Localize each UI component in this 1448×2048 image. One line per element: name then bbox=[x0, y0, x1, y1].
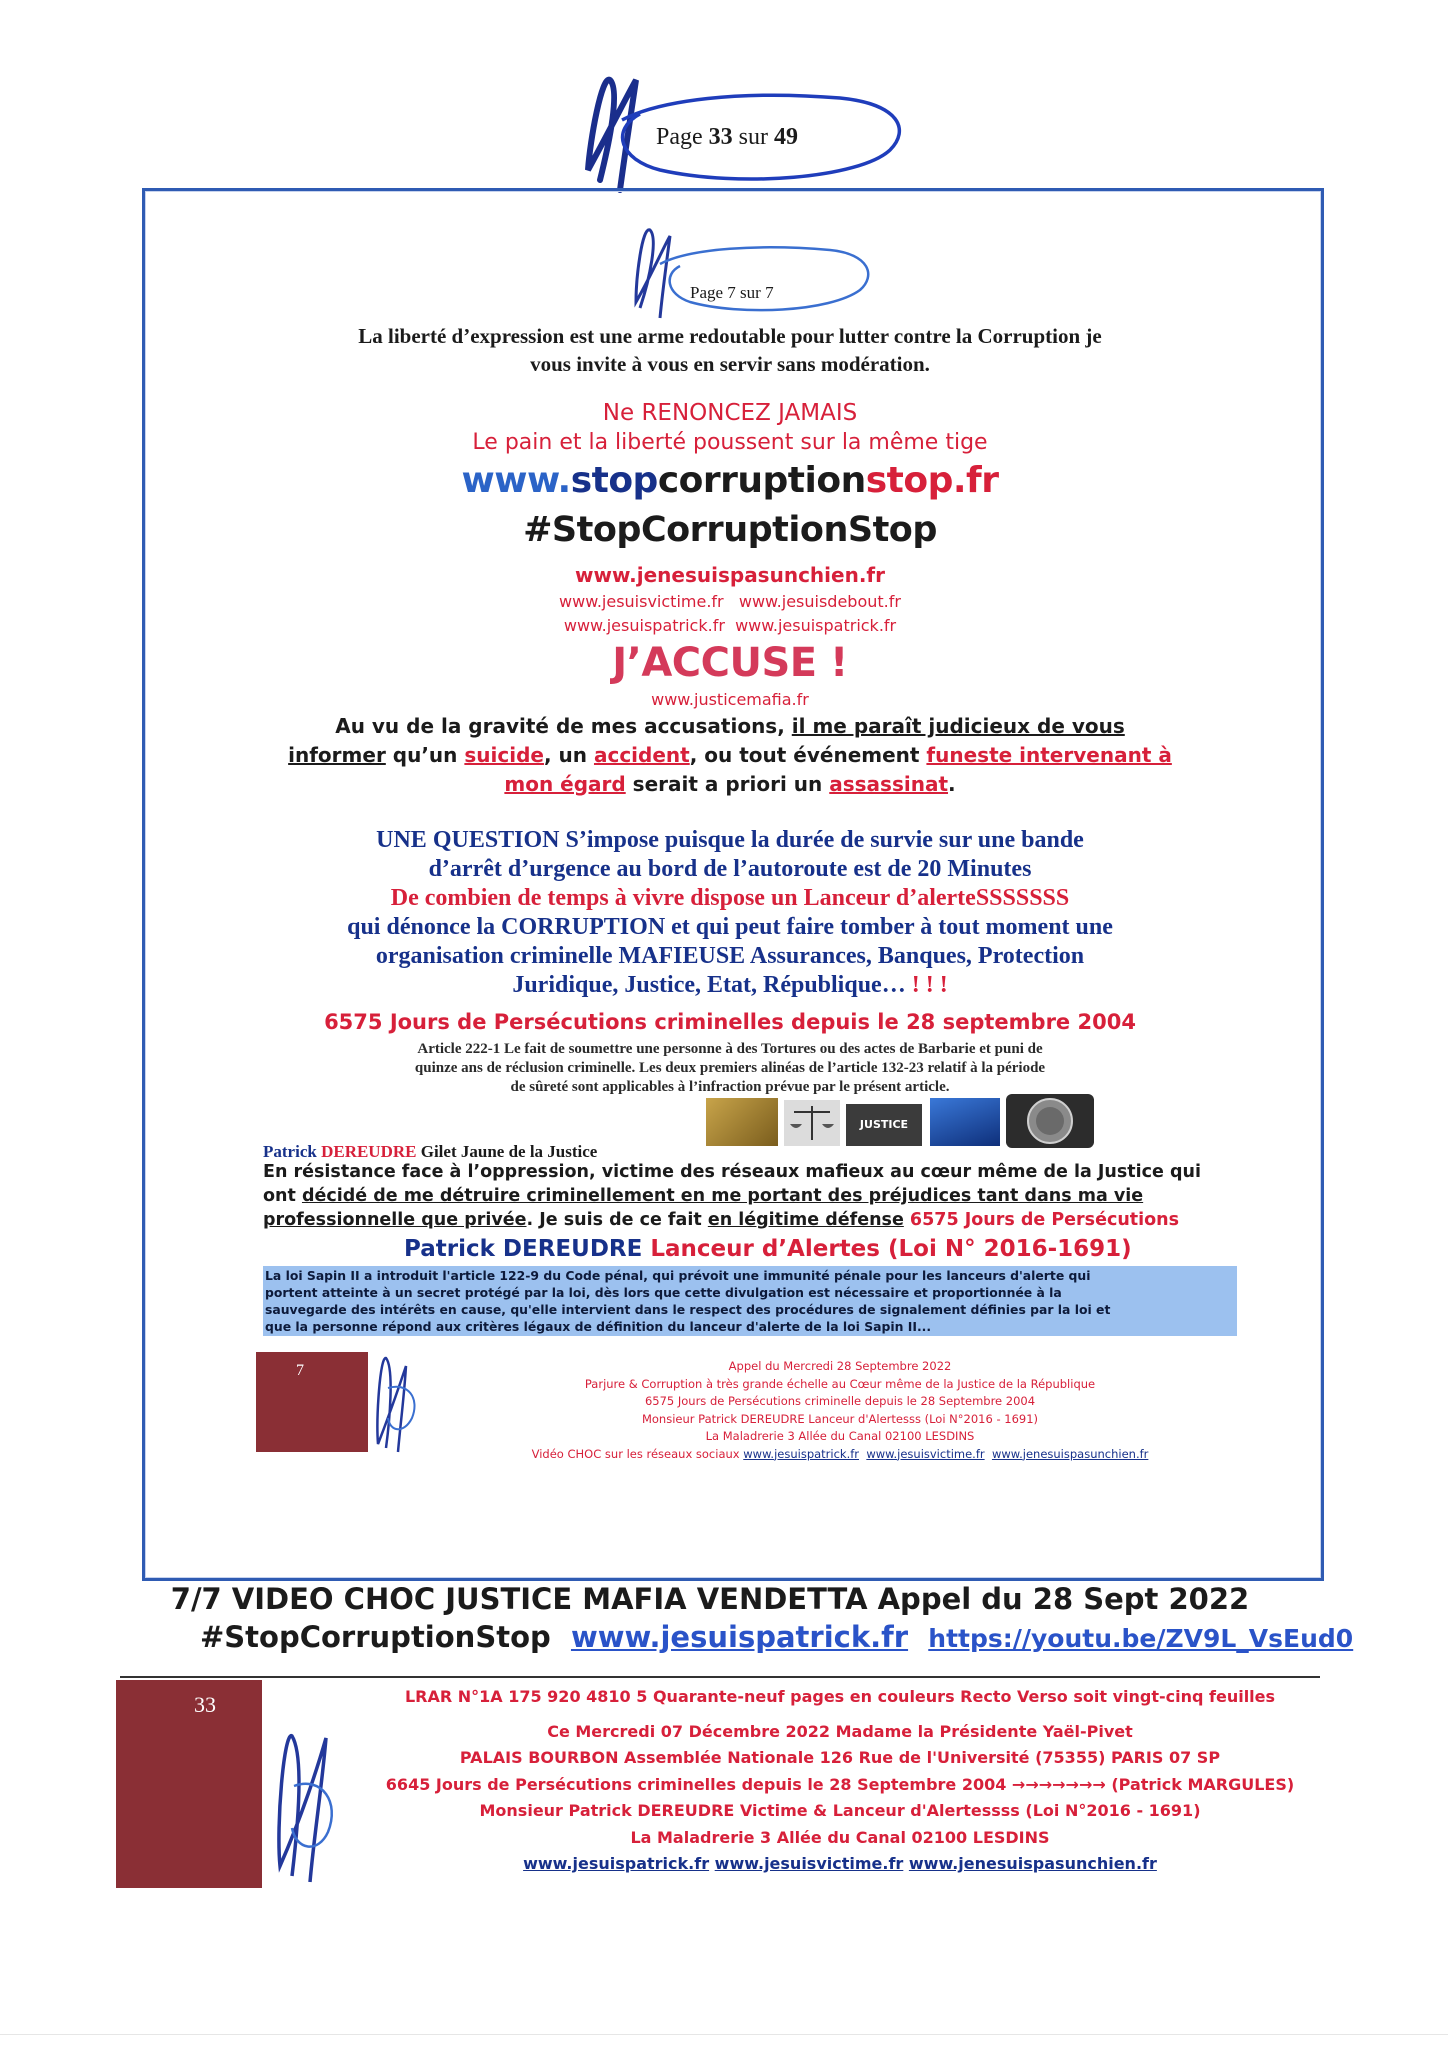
acc-l2-e: accident bbox=[593, 743, 690, 767]
res-l2-a: ont bbox=[263, 1186, 302, 1206]
outer-footer-line-4: 6645 Jours de Persécutions criminelles depuis le 28 Septembre 2004 →→→→→→→ (Patrick MARGULES) bbox=[385, 1774, 1295, 1794]
resistance-line-1: En résistance face à l’oppression, victime des réseaux mafieux au cœur même de la Justice qui bbox=[263, 1162, 1201, 1182]
acc-l2-b: qu’un bbox=[385, 743, 465, 767]
footer-link-patrick[interactable]: www.jesuispatrick.fr bbox=[523, 1854, 710, 1873]
site-justicemafia: www.justicemafia.fr bbox=[651, 690, 809, 709]
sapin-line-2: portent atteinte à un secret protégé par la loi, dès lors que cette divulgation est nécessaire et proportionnée à la bbox=[265, 1285, 1062, 1300]
outer-footer-badge bbox=[116, 1680, 262, 1888]
acc-l1-b: il me paraît judicieux de vous bbox=[791, 714, 1125, 738]
accusation-line-3 bbox=[200, 770, 1260, 799]
sites-patrick bbox=[180, 616, 1280, 635]
inner-footer-line-4: Monsieur Patrick DEREUDRE Lanceur d'Alertesss (Loi N°2016 - 1691) bbox=[641, 1411, 1039, 1426]
site-part-b: stop bbox=[570, 460, 658, 501]
inner-footer-line-6 bbox=[430, 1446, 1250, 1464]
inner-footer-text bbox=[430, 1358, 1250, 1463]
never-give-up: Ne RENONCEZ JAMAIS bbox=[602, 400, 858, 426]
scales-image bbox=[784, 1100, 840, 1146]
video-caption-line-2 bbox=[200, 1620, 1353, 1654]
article-line-3: de sûreté sont applicables à l’infraction prévue par le présent article. bbox=[510, 1079, 950, 1095]
res-l3-a: professionnelle que privée bbox=[263, 1210, 527, 1230]
site-patrick-1: www.jesuispatrick.fr bbox=[563, 616, 725, 635]
video-caption-line-1: 7/7 VIDEO CHOC JUSTICE MAFIA VENDETTA Appel du 28 Sept 2022 bbox=[170, 1582, 1250, 1616]
article-line-1: Article 222-1 Le fait de soumettre une personne à des Tortures ou des actes de Barbarie et puni de bbox=[417, 1041, 1043, 1057]
inner-footer-link-chien[interactable]: www.jenesuispasunchien.fr bbox=[991, 1446, 1149, 1461]
intro-text bbox=[180, 322, 1280, 378]
lanceur-title: Lanceur d’Alertes (Loi N° 2016-1691) bbox=[642, 1236, 1132, 1262]
site-part-d: stop bbox=[865, 460, 953, 501]
persecution-title: 6575 Jours de Persécutions criminelles depuis le 28 septembre 2004 bbox=[324, 1010, 1136, 1034]
justice-image-strip bbox=[706, 1098, 1126, 1148]
caption-site-link[interactable]: www.jesuispatrick.fr bbox=[570, 1620, 909, 1654]
sig-rest: Gilet Jaune de la Justice bbox=[416, 1142, 598, 1161]
inner-page-total: 7 bbox=[765, 283, 774, 302]
outer-footer-line-1: LRAR N°1A 175 920 4810 5 Quarante-neuf pages en couleurs Recto Verso soit vingt-cinq feuilles bbox=[404, 1687, 1276, 1706]
resistance-line-2 bbox=[263, 1184, 1243, 1208]
question-line-6-marks: ! ! ! bbox=[911, 972, 948, 998]
intro-line-2: vous invite à vous en servir sans modération. bbox=[530, 352, 930, 376]
site-part-a: www. bbox=[461, 460, 571, 501]
question-line-5: organisation criminelle MAFIEUSE Assurances, Banques, Protection bbox=[375, 943, 1085, 969]
lanceur-name-b: DEREUDRE bbox=[502, 1236, 643, 1262]
inner-footer-line-3: 6575 Jours de Persécutions criminelle depuis le 28 Septembre 2004 bbox=[644, 1394, 1036, 1408]
question-paragraph bbox=[200, 826, 1260, 1000]
lanceur-name-a: Patrick bbox=[404, 1236, 503, 1262]
accusation-paragraph bbox=[200, 712, 1260, 799]
inner-footer-video-text: Vidéo CHOC sur les réseaux sociaux bbox=[531, 1446, 744, 1461]
question-line-4: qui dénonce la CORRUPTION et qui peut faire tomber à tout moment une bbox=[347, 914, 1113, 940]
acc-l3-b: serait a priori un bbox=[625, 772, 830, 796]
outer-footer-text bbox=[340, 1684, 1340, 1878]
inner-footer-line-1: Appel du Mercredi 28 Septembre 2022 bbox=[728, 1359, 952, 1373]
caption-divider bbox=[120, 1676, 1320, 1678]
resistance-paragraph bbox=[263, 1160, 1243, 1232]
inner-page-current: 7 bbox=[727, 283, 736, 302]
inner-footer-number: 7 bbox=[296, 1362, 304, 1379]
acc-l3-a: mon égard bbox=[504, 772, 626, 796]
question-line-1: UNE QUESTION S’impose puisque la durée de survie sur une bande bbox=[376, 827, 1084, 853]
sapin-line-1: La loi Sapin II a introduit l'article 122-9 du Code pénal, qui prévoit une immunité pénale pour les lanceurs d'alerte qui bbox=[265, 1268, 1091, 1283]
acc-l2-g: funeste intervenant à bbox=[926, 743, 1172, 767]
acc-l3-c: assassinat bbox=[829, 772, 949, 796]
signature-scribble-footer bbox=[262, 1716, 352, 1886]
site-part-e: .fr bbox=[952, 460, 999, 501]
outer-footer-line-5: Monsieur Patrick DEREUDRE Victime & Lanceur d'Alertessss (Loi N°2016 - 1691) bbox=[479, 1801, 1201, 1820]
site-debout: www.jesuisdebout.fr bbox=[738, 592, 901, 611]
bread-liberty: Le pain et la liberté poussent sur la même tige bbox=[472, 430, 988, 455]
page-total: 49 bbox=[774, 124, 798, 150]
inner-footer-line-5: La Maladrerie 3 Allée du Canal 02100 LESDINS bbox=[705, 1429, 975, 1443]
intro-line-1: La liberté d’expression est une arme redoutable pour lutter contre la Corruption je bbox=[358, 324, 1102, 348]
site-patrick-2: www.jesuispatrick.fr bbox=[735, 616, 897, 635]
page-of: sur bbox=[738, 124, 768, 150]
sapin-line-3: sauvegarde des intérêts en cause, qu'elle intervient dans le respect des procédures de signalement définies par la loi et bbox=[265, 1302, 1111, 1317]
question-line-2: d’arrêt d’urgence au bord de l’autoroute est de 20 Minutes bbox=[428, 856, 1032, 882]
page-current: 33 bbox=[708, 124, 733, 150]
sapin-ii-block bbox=[263, 1266, 1237, 1336]
article-222-1 bbox=[220, 1040, 1240, 1097]
site-part-c: corruption bbox=[657, 460, 866, 501]
gavel-image bbox=[846, 1104, 922, 1146]
acc-l2-c: suicide bbox=[464, 743, 544, 767]
signature-scribble-inner bbox=[620, 218, 890, 328]
inner-page-header bbox=[690, 283, 774, 303]
inner-footer-line-2: Parjure & Corruption à très grande échelle au Cœur même de la Justice de la République bbox=[584, 1376, 1096, 1391]
outer-page-header bbox=[656, 124, 798, 151]
inner-footer-link-victime[interactable]: www.jesuisvictime.fr bbox=[866, 1446, 985, 1461]
jaccuse: J’ACCUSE ! bbox=[612, 640, 848, 686]
bottom-scan-line bbox=[0, 2034, 1448, 2035]
res-l3-c: en légitime défense bbox=[707, 1210, 904, 1230]
site-chien: www.jenesuispasunchien.fr bbox=[575, 563, 885, 587]
outer-footer-line-7 bbox=[340, 1851, 1340, 1878]
acc-l2-a: informer bbox=[288, 743, 386, 767]
outer-footer-line-6: La Maladrerie 3 Allée du Canal 02100 LESDINS bbox=[630, 1827, 1050, 1847]
acc-l1-a: Au vu de la gravité de mes accusations, bbox=[335, 714, 792, 738]
caption-hashtag: #StopCorruptionStop bbox=[200, 1620, 551, 1654]
article-line-2: quinze ans de réclusion criminelle. Les deux premiers alinéas de l’article 132-23 relatif à la période bbox=[414, 1060, 1046, 1076]
inner-page-of: sur bbox=[740, 283, 761, 302]
acc-l2-d: , un bbox=[543, 743, 594, 767]
inner-footer-link-patrick[interactable]: www.jesuispatrick.fr bbox=[743, 1446, 860, 1461]
page-label: Page bbox=[656, 124, 703, 150]
gavel-label: JUSTICE bbox=[859, 1118, 909, 1131]
site-victime: www.jesuisvictime.fr bbox=[559, 592, 724, 611]
justice-seal-image bbox=[1006, 1094, 1094, 1148]
justice-statue-image bbox=[930, 1098, 1000, 1146]
accusation-line-1 bbox=[200, 712, 1260, 741]
caption-youtube-link[interactable]: https://youtu.be/ZV9L_VsEud0 bbox=[928, 1624, 1354, 1653]
res-l3-b: . Je suis de ce fait bbox=[526, 1210, 708, 1230]
question-line-6-text: Juridique, Justice, Etat, République… bbox=[512, 972, 906, 998]
acc-l3-d: . bbox=[948, 772, 956, 796]
inner-page-label: Page bbox=[690, 283, 724, 302]
sapin-line-4: que la personne répond aux critères légaux de définition du lanceur d'alerte de la loi Sapin II... bbox=[265, 1319, 932, 1334]
gold-keys-image bbox=[706, 1098, 778, 1146]
acc-l2-f: , ou tout événement bbox=[689, 743, 927, 767]
sites-victime-debout bbox=[180, 592, 1280, 611]
outer-footer-line-2: Ce Mercredi 07 Décembre 2022 Madame la Présidente Yaël-Pivet bbox=[547, 1721, 1133, 1741]
inner-footer-badge bbox=[256, 1352, 368, 1452]
hashtag-stopcorruption: #StopCorruptionStop bbox=[523, 510, 937, 550]
question-line-6 bbox=[200, 971, 1260, 1000]
footer-link-chien[interactable]: www.jenesuispasunchien.fr bbox=[908, 1854, 1157, 1873]
sig-name-a: Patrick bbox=[263, 1142, 322, 1161]
res-l2-b: décidé de me détruire criminellement en me portant des préjudices tant dans ma vie bbox=[301, 1186, 1144, 1206]
gilet-jaune-line bbox=[263, 1142, 597, 1162]
outer-footer-line-3: PALAIS BOURBON Assemblée Nationale 126 Rue de l'Université (75355) PARIS 07 SP bbox=[459, 1748, 1221, 1767]
outer-footer-number: 33 bbox=[194, 1692, 216, 1717]
sig-name-b: DEREUDRE bbox=[321, 1142, 417, 1161]
res-l3-d: 6575 Jours de Persécutions bbox=[903, 1210, 1180, 1230]
accusation-line-2 bbox=[200, 741, 1260, 770]
site-stopcorruption bbox=[180, 460, 1280, 501]
footer-link-victime[interactable]: www.jesuisvictime.fr bbox=[714, 1854, 904, 1873]
lanceur-line bbox=[404, 1236, 1132, 1262]
resistance-line-3 bbox=[263, 1208, 1243, 1232]
signature-scribble-inner-footer bbox=[368, 1348, 428, 1458]
question-line-3: De combien de temps à vivre dispose un Lanceur d’alerteSSSSSSS bbox=[390, 885, 1070, 911]
